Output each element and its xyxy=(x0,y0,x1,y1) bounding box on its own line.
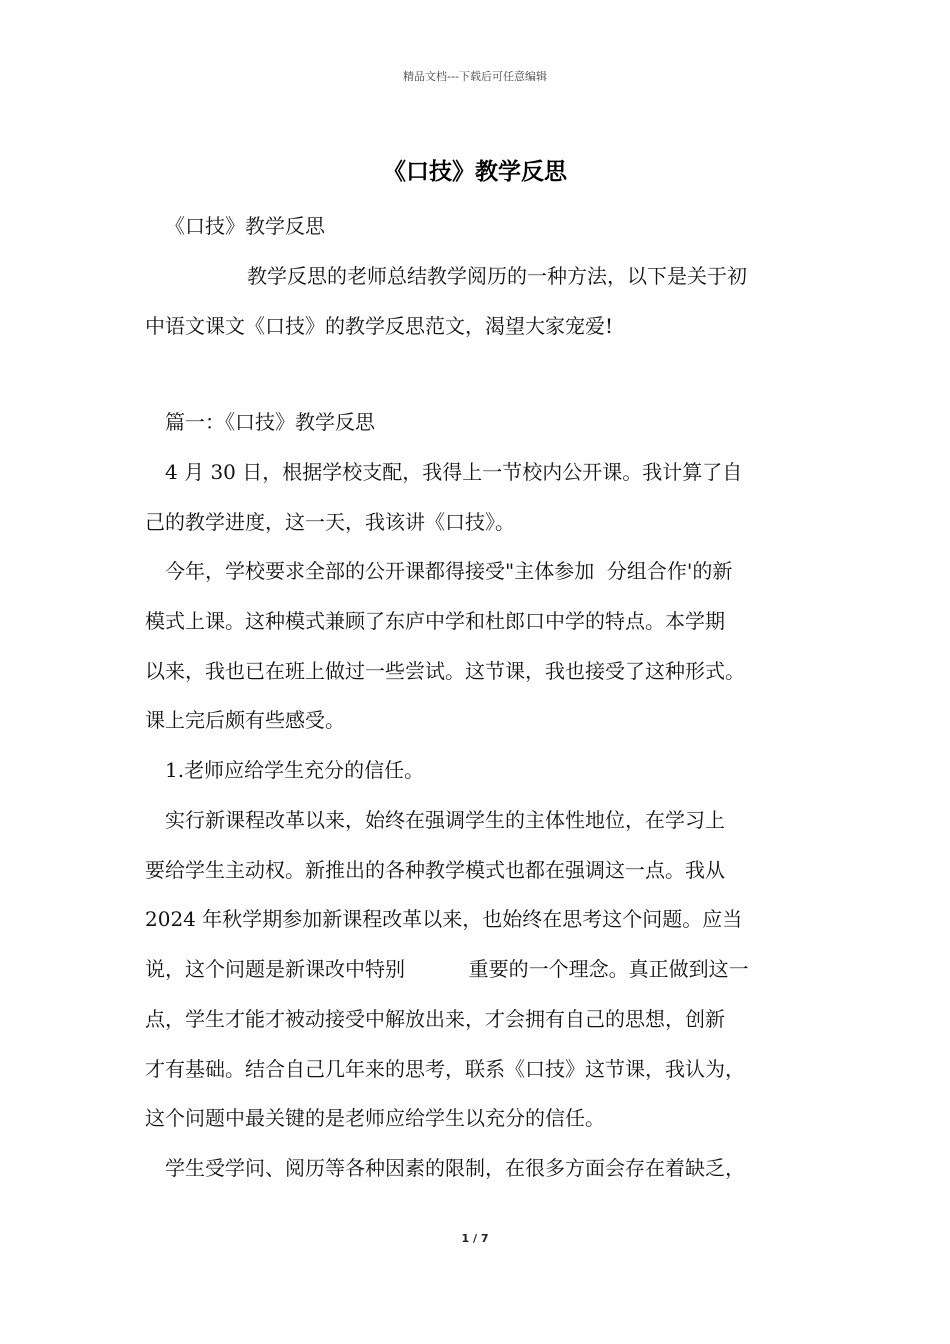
body-line: 点，学生才能才被动接受中解放出来，才会拥有自己的思想，创新 xyxy=(145,1007,725,1031)
body-line: 以来，我也已在班上做过一些尝试。这节课，我也接受了这种形式。 xyxy=(145,659,745,683)
page-header: 精品文档---下载后可任意编辑 xyxy=(403,70,547,83)
body-line: 己的教学进度，这一天，我该讲《口技》。 xyxy=(145,510,515,534)
body-line: 说，这个问题是新课改中特别 重要的一个理念。真正做到这一 xyxy=(145,957,749,981)
body-line: 中语文课文《口技》的教学反思范文，渴望大家宠爱! xyxy=(145,314,614,338)
body-line: 课上完后颇有些感受。 xyxy=(145,708,345,732)
body-line: 这个问题中最关键的是老师应给学生以充分的信任。 xyxy=(145,1106,605,1130)
body-line: 实行新课程改革以来，始终在强调学生的主体性地位，在学习上 xyxy=(165,808,725,832)
body-line: 教学反思的老师总结教学阅历的一种方法，以下是关于初 xyxy=(247,264,747,288)
body-line: 《口技》教学反思 xyxy=(165,214,325,238)
page-number: 1 / 7 xyxy=(461,1232,489,1245)
section-heading: 篇一：《口技》教学反思 xyxy=(165,410,375,434)
subheading: 1.老师应给学生充分的信任。 xyxy=(165,758,425,782)
body-line: 学生受学问、阅历等各种因素的限制，在很多方面会存在着缺乏， xyxy=(165,1156,745,1180)
body-line: 才有基础。结合自己几年来的思考，联系《口技》这节课，我认为， xyxy=(145,1057,745,1081)
body-line: 模式上课。这种模式兼顾了东庐中学和杜郎口中学的特点。本学期 xyxy=(145,609,725,633)
body-line: 要给学生主动权。新推出的各种教学模式也都在强调这一点。我从 xyxy=(145,858,725,882)
document-title: 《口技》教学反思 xyxy=(383,159,567,185)
body-line: 2024 年秋学期参加新课程改革以来，也始终在思考这个问题。应当 xyxy=(145,907,743,931)
body-line: 4 月 30 日，根据学校支配，我得上一节校内公开课。我计算了自 xyxy=(165,460,743,484)
body-line: 今年，学校要求全部的公开课都得接受"主体参加 分组合作'的新 xyxy=(165,559,733,583)
